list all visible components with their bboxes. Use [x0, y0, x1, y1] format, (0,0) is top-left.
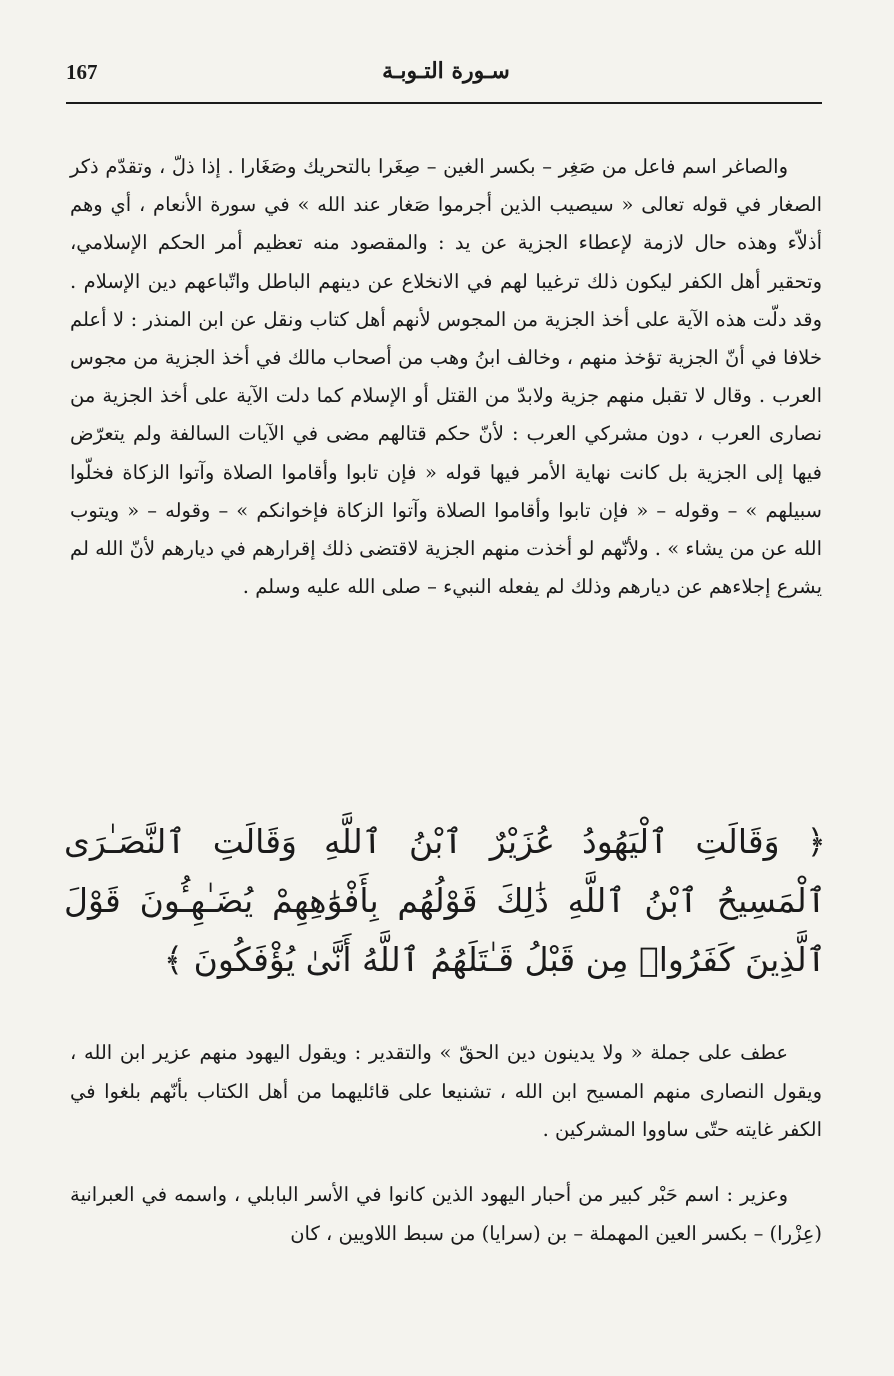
header-rule	[66, 102, 822, 104]
commentary-text-1: والصاغر اسم فاعل من صَغِر – بكسر الغين – صِغَرا بالتحريك وصَغَارا . إذا ذلّ ، وتقدّم ذكر الصغار في قوله تعالى « سيصيب الذين أجرموا صَغار عند الله » في سورة الأنعام ، أي وهم أذلاّء وهذه حال لازمة لإعطاء الجزية عن يد : والمقصود منه تعظيم أمر الحكم الإسلامي، وتحقير أهل الكفر ليكون ذلك ترغيبا لهم في الانخلاع عن دينهم الباطل واتّباعهم دين الإسلام . وقد دلّت هذه الآية على أخذ الجزية من المجوس لأنهم أهل كتاب ونقل عن ابن المنذر : لا أعلم خلافا في أنّ الجزية تؤخذ منهم ، وخالف ابنُ وهب من أصحاب مالك في أخذ الجزية من مجوس العرب . وقال لا تقبل منهم جزية ولابدّ من القتل أو الإسلام كما دلت الآية على أخذ الجزية من نصارى العرب ، دون مشركي العرب : لأنّ حكم قتالهم مضى في الآيات السالفة ولم يتعرّض فيها إلى الجزية بل كانت نهاية الأمر فيها قوله « فإن تابوا وأقاموا الصلاة وآتوا الزكاة فخلّوا سبيلهم » – وقوله – « فإن تابوا وأقاموا الصلاة وآتوا الزكاة فإخوانكم » – وقوله – « ويتوب الله عن من يشاء » . ولأنّهم لو أخذت منهم الجزية لاقتضى ذلك إقرارهم في ديارهم لأنّ الله لم يشرع إجلاءهم عن ديارهم وذلك لم يفعله النبيء – صلى الله عليه وسلم .	[70, 155, 822, 599]
commentary-text-3: وعزير : اسم حَبْر كبير من أحبار اليهود الذين كانوا في الأسر البابلي ، واسمه في العبرانية (عِزْرا) – بكسر العين المهملة – بن (سرايا) من سبط اللاويين ، كان	[70, 1183, 822, 1245]
page-number: 167	[66, 60, 98, 84]
running-title: سـورة التـوبـة	[382, 58, 510, 84]
commentary-text-2: عطف على جملة « ولا يدينون دين الحقّ » والتقدير : ويقول اليهود منهم عزير ابن الله ، ويقول النصارى منهم المسيح ابن الله ، تشنيعا على قائليهما من أهل الكتاب بأنّهم بلغوا في الكفر غايته حتّى ساووا المشركين .	[70, 1041, 822, 1141]
page-header	[66, 58, 822, 98]
commentary-paragraph-3	[70, 1176, 822, 1253]
quran-verse: ﴿ وَقَالَتِ ٱلْيَهُودُ عُزَيْرٌ ٱبْنُ ٱللَّهِ وَقَالَتِ ٱلنَّصَـٰرَى ٱلْمَسِيحُ ٱبْنُ ٱللَّهِ ذَٰلِكَ قَوْلُهُم بِأَفْوَٰهِهِمْ يُضَـٰهِـُٔونَ قَوْلَ ٱلَّذِينَ كَفَرُوا۟ مِن قَبْلُ قَـٰتَلَهُمُ ٱللَّهُ أَنَّىٰ يُؤْفَكُونَ ﴾	[64, 822, 826, 979]
commentary-paragraph-2	[70, 1034, 822, 1150]
commentary-paragraph-1	[70, 148, 822, 606]
